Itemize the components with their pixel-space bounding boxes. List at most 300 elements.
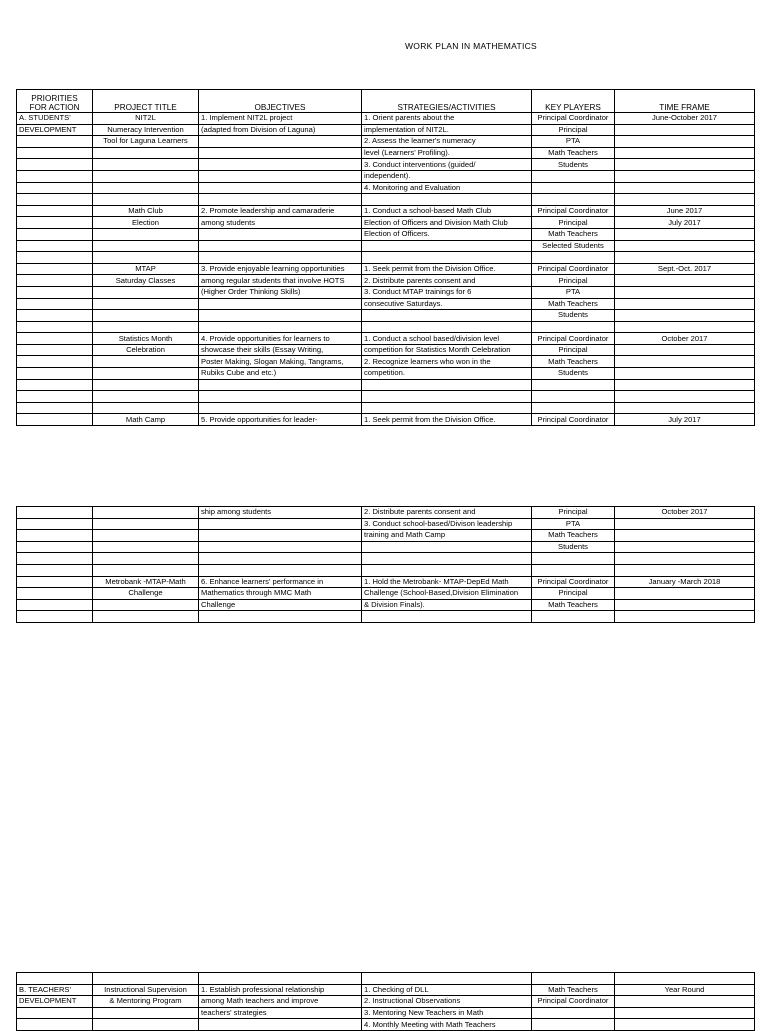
project-title-cell — [93, 286, 199, 298]
key-player-cell: Principal — [532, 344, 615, 356]
key-player-cell — [532, 194, 615, 206]
objective-cell: 3. Provide enjoyable learning opportunities — [199, 263, 362, 275]
objective-cell: among regular students that involve HOTS — [199, 275, 362, 287]
strategy-cell: independent). — [362, 170, 532, 182]
project-title-cell — [93, 402, 199, 414]
project-title-cell — [93, 298, 199, 310]
table-row — [17, 973, 755, 985]
work-plan-table-1 — [16, 89, 755, 426]
priority-cell — [17, 576, 93, 588]
key-player-cell: Principal — [532, 124, 615, 136]
key-player-cell: Principal Coordinator — [532, 205, 615, 217]
key-player-cell: Principal Coordinator — [532, 996, 615, 1008]
key-player-cell: Students — [532, 368, 615, 380]
objective-cell — [199, 194, 362, 206]
strategy-cell: 2. Distribute parents consent and — [362, 507, 532, 519]
table-row — [17, 576, 755, 588]
table-row — [17, 113, 755, 125]
time-frame-cell — [615, 588, 755, 600]
header-priorities — [17, 90, 93, 113]
header-key-players: KEY PLAYERS — [532, 90, 615, 113]
time-frame-cell — [615, 996, 755, 1008]
priority-cell — [17, 391, 93, 403]
strategy-cell — [362, 321, 532, 333]
table-row — [17, 170, 755, 182]
key-player-cell: Math Teachers — [532, 984, 615, 996]
project-title-cell: Celebration — [93, 344, 199, 356]
time-frame-cell — [615, 124, 755, 136]
objective-cell: showcase their skills (Essay Writing, — [199, 344, 362, 356]
table-row — [17, 588, 755, 600]
objective-cell — [199, 379, 362, 391]
strategy-cell: 4. Monthly Meeting with Math Teachers — [362, 1019, 532, 1031]
table-row — [17, 599, 755, 611]
work-plan-table-3 — [16, 972, 755, 1031]
key-player-cell: Principal — [532, 217, 615, 229]
objective-cell — [199, 541, 362, 553]
objective-cell — [199, 240, 362, 252]
strategy-cell: Challenge (School-Based,Division Elimination — [362, 588, 532, 600]
table-row — [17, 530, 755, 542]
key-player-cell: PTA — [532, 136, 615, 148]
strategy-cell: 2. Recognize learners who won in the — [362, 356, 532, 368]
priority-cell — [17, 379, 93, 391]
project-title-cell — [93, 228, 199, 240]
priority-cell — [17, 217, 93, 229]
strategy-cell: 3. Conduct interventions (guided/ — [362, 159, 532, 171]
objective-cell: (adapted from Division of Laguna) — [199, 124, 362, 136]
priority-cell — [17, 973, 93, 985]
table-row — [17, 984, 755, 996]
time-frame-cell — [615, 1007, 755, 1019]
strategy-cell: Election of Officers and Division Math Club — [362, 217, 532, 229]
objective-cell: 1. Implement NIT2L project — [199, 113, 362, 125]
objective-cell: 4. Provide opportunities for learners to — [199, 333, 362, 345]
table-row — [17, 368, 755, 380]
table-row — [17, 333, 755, 345]
project-title-cell — [93, 356, 199, 368]
key-player-cell: Math Teachers — [532, 147, 615, 159]
time-frame-cell — [615, 228, 755, 240]
project-title-cell — [93, 379, 199, 391]
table-row — [17, 136, 755, 148]
priority-cell — [17, 170, 93, 182]
header-project-title: PROJECT TITLE — [93, 90, 199, 113]
table-row — [17, 194, 755, 206]
priority-cell — [17, 564, 93, 576]
project-title-cell — [93, 252, 199, 264]
objective-cell — [199, 564, 362, 576]
key-player-cell: Math Teachers — [532, 530, 615, 542]
time-frame-cell — [615, 194, 755, 206]
project-title-cell — [93, 170, 199, 182]
key-player-cell: Selected Students — [532, 240, 615, 252]
time-frame-cell — [615, 368, 755, 380]
time-frame-cell — [615, 170, 755, 182]
time-frame-cell — [615, 518, 755, 530]
priority-cell — [17, 1007, 93, 1019]
priority-cell — [17, 356, 93, 368]
objective-cell: 2. Promote leadership and camaraderie — [199, 205, 362, 217]
project-title-cell: Numeracy Intervention — [93, 124, 199, 136]
project-title-cell — [93, 599, 199, 611]
header-priorities-line2: FOR ACTION — [29, 103, 80, 112]
time-frame-cell: June 2017 — [615, 205, 755, 217]
header-strategies: STRATEGIES/ACTIVITIES — [362, 90, 532, 113]
table-row — [17, 217, 755, 229]
strategy-cell — [362, 553, 532, 565]
key-player-cell — [532, 170, 615, 182]
priority-cell — [17, 252, 93, 264]
objective-cell: Rubiks Cube and etc.) — [199, 368, 362, 380]
time-frame-cell — [615, 973, 755, 985]
table-row — [17, 507, 755, 519]
time-frame-cell — [615, 182, 755, 194]
table-row — [17, 240, 755, 252]
time-frame-cell — [615, 611, 755, 623]
time-frame-cell — [615, 530, 755, 542]
key-player-cell: Principal — [532, 588, 615, 600]
objective-cell — [199, 182, 362, 194]
strategy-cell — [362, 564, 532, 576]
key-player-cell — [532, 391, 615, 403]
key-player-cell: Students — [532, 541, 615, 553]
time-frame-cell — [615, 564, 755, 576]
time-frame-cell — [615, 344, 755, 356]
time-frame-cell — [615, 252, 755, 264]
key-player-cell: Principal — [532, 275, 615, 287]
project-title-cell: Election — [93, 217, 199, 229]
time-frame-cell — [615, 599, 755, 611]
objective-cell: among students — [199, 217, 362, 229]
time-frame-cell — [615, 159, 755, 171]
priority-cell — [17, 530, 93, 542]
objective-cell — [199, 1019, 362, 1031]
strategy-cell: 1. Seek permit from the Division Office. — [362, 414, 532, 426]
key-player-cell: Principal Coordinator — [532, 113, 615, 125]
strategy-cell: competition for Statistics Month Celebration — [362, 344, 532, 356]
priority-cell: B. TEACHERS' — [17, 984, 93, 996]
objective-cell: 6. Enhance learners' performance in — [199, 576, 362, 588]
objective-cell: Mathematics through MMC Math — [199, 588, 362, 600]
strategy-cell: consecutive Saturdays. — [362, 298, 532, 310]
project-title-cell — [93, 368, 199, 380]
table-row — [17, 275, 755, 287]
key-player-cell — [532, 252, 615, 264]
key-player-cell — [532, 1019, 615, 1031]
priority-cell — [17, 553, 93, 565]
priority-cell — [17, 194, 93, 206]
objective-cell: Challenge — [199, 599, 362, 611]
project-title-cell — [93, 507, 199, 519]
table-row — [17, 298, 755, 310]
table-row — [17, 379, 755, 391]
strategy-cell: 1. Conduct a school-based Math Club — [362, 205, 532, 217]
table-row — [17, 228, 755, 240]
table-row — [17, 263, 755, 275]
key-player-cell: Students — [532, 159, 615, 171]
priority-cell — [17, 333, 93, 345]
table-row — [17, 252, 755, 264]
priority-cell: DEVELOPMENT — [17, 996, 93, 1008]
table-row — [17, 356, 755, 368]
time-frame-cell: October 2017 — [615, 507, 755, 519]
project-title-cell: Statistics Month — [93, 333, 199, 345]
project-title-cell: & Mentoring Program — [93, 996, 199, 1008]
key-player-cell — [532, 1007, 615, 1019]
project-title-cell — [93, 391, 199, 403]
time-frame-cell — [615, 1019, 755, 1031]
objective-cell — [199, 402, 362, 414]
time-frame-cell — [615, 391, 755, 403]
priority-cell — [17, 275, 93, 287]
strategy-cell: 1. Hold the Metrobank- MTAP-DepEd Math — [362, 576, 532, 588]
strategy-cell — [362, 240, 532, 252]
key-player-cell: PTA — [532, 286, 615, 298]
table-row — [17, 159, 755, 171]
time-frame-cell — [615, 298, 755, 310]
strategy-cell — [362, 194, 532, 206]
key-player-cell: Principal Coordinator — [532, 414, 615, 426]
objective-cell: (Higher Order Thinking Skills) — [199, 286, 362, 298]
strategy-cell: 2. Instructional Observations — [362, 996, 532, 1008]
time-frame-cell: October 2017 — [615, 333, 755, 345]
table-row — [17, 205, 755, 217]
project-title-cell — [93, 518, 199, 530]
table-row — [17, 541, 755, 553]
priority-cell — [17, 286, 93, 298]
key-player-cell — [532, 402, 615, 414]
project-title-cell: Metrobank -MTAP-Math — [93, 576, 199, 588]
project-title-cell: Challenge — [93, 588, 199, 600]
strategy-cell — [362, 379, 532, 391]
table-row — [17, 553, 755, 565]
project-title-cell — [93, 182, 199, 194]
header-row — [17, 90, 755, 113]
objective-cell: Poster Making, Slogan Making, Tangrams, — [199, 356, 362, 368]
key-player-cell: Principal Coordinator — [532, 333, 615, 345]
project-title-cell — [93, 310, 199, 322]
key-player-cell: Math Teachers — [532, 228, 615, 240]
objective-cell — [199, 298, 362, 310]
objective-cell — [199, 159, 362, 171]
priority-cell — [17, 599, 93, 611]
project-title-cell: NIT2L — [93, 113, 199, 125]
strategy-cell — [362, 252, 532, 264]
priority-cell — [17, 402, 93, 414]
project-title-cell — [93, 1007, 199, 1019]
strategy-cell: 3. Conduct MTAP trainings for 6 — [362, 286, 532, 298]
objective-cell — [199, 611, 362, 623]
priority-cell — [17, 228, 93, 240]
table-row — [17, 344, 755, 356]
time-frame-cell — [615, 541, 755, 553]
header-time-frame: TIME FRAME — [615, 90, 755, 113]
project-title-cell — [93, 1019, 199, 1031]
strategy-cell: implementation of NIT2L. — [362, 124, 532, 136]
key-player-cell — [532, 553, 615, 565]
table-row — [17, 321, 755, 333]
strategy-cell: 4. Monitoring and Evaluation — [362, 182, 532, 194]
project-title-cell — [93, 194, 199, 206]
time-frame-cell: January -March 2018 — [615, 576, 755, 588]
time-frame-cell — [615, 286, 755, 298]
time-frame-cell — [615, 310, 755, 322]
strategy-cell — [362, 973, 532, 985]
priority-cell — [17, 240, 93, 252]
strategy-cell: training and Math Camp — [362, 530, 532, 542]
key-player-cell: Students — [532, 310, 615, 322]
key-player-cell: Principal Coordinator — [532, 576, 615, 588]
project-title-cell: Math Camp — [93, 414, 199, 426]
key-player-cell: Principal — [532, 507, 615, 519]
time-frame-cell — [615, 321, 755, 333]
priority-cell — [17, 611, 93, 623]
project-title-cell: Math Club — [93, 205, 199, 217]
key-player-cell: Math Teachers — [532, 599, 615, 611]
priority-cell — [17, 507, 93, 519]
strategy-cell — [362, 541, 532, 553]
priority-cell — [17, 518, 93, 530]
project-title-cell: Tool for Laguna Learners — [93, 136, 199, 148]
strategy-cell — [362, 310, 532, 322]
strategy-cell: 1. Orient parents about the — [362, 113, 532, 125]
project-title-cell — [93, 973, 199, 985]
strategy-cell: 1. Conduct a school based/division level — [362, 333, 532, 345]
objective-cell — [199, 391, 362, 403]
time-frame-cell: July 2017 — [615, 217, 755, 229]
objective-cell — [199, 518, 362, 530]
header-objectives: OBJECTIVES — [199, 90, 362, 113]
project-title-cell — [93, 541, 199, 553]
table-row — [17, 1019, 755, 1031]
strategy-cell — [362, 391, 532, 403]
objective-cell — [199, 530, 362, 542]
strategy-cell: 3. Conduct school-based/Divison leadership — [362, 518, 532, 530]
priority-cell — [17, 344, 93, 356]
objective-cell: teachers' strategies — [199, 1007, 362, 1019]
time-frame-cell — [615, 136, 755, 148]
time-frame-cell: Sept.-Oct. 2017 — [615, 263, 755, 275]
priority-cell — [17, 159, 93, 171]
time-frame-cell — [615, 275, 755, 287]
priority-cell — [17, 414, 93, 426]
objective-cell — [199, 553, 362, 565]
objective-cell — [199, 973, 362, 985]
key-player-cell: Principal Coordinator — [532, 263, 615, 275]
table-row — [17, 310, 755, 322]
project-title-cell: MTAP — [93, 263, 199, 275]
time-frame-cell — [615, 402, 755, 414]
priority-cell — [17, 147, 93, 159]
priority-cell — [17, 321, 93, 333]
objective-cell: 5. Provide opportunities for leader- — [199, 414, 362, 426]
project-title-cell — [93, 611, 199, 623]
priority-cell — [17, 263, 93, 275]
key-player-cell: Math Teachers — [532, 356, 615, 368]
project-title-cell — [93, 321, 199, 333]
objective-cell — [199, 228, 362, 240]
project-title-cell — [93, 147, 199, 159]
table-row — [17, 414, 755, 426]
table-row — [17, 402, 755, 414]
table-row — [17, 147, 755, 159]
priority-cell: A. STUDENTS' — [17, 113, 93, 125]
key-player-cell — [532, 611, 615, 623]
strategy-cell: 2. Distribute parents consent and — [362, 275, 532, 287]
priority-cell — [17, 368, 93, 380]
objective-cell: ship among students — [199, 507, 362, 519]
strategy-cell — [362, 611, 532, 623]
strategy-cell: level (Learners' Profiling). — [362, 147, 532, 159]
priority-cell — [17, 541, 93, 553]
project-title-cell — [93, 530, 199, 542]
key-player-cell — [532, 182, 615, 194]
project-title-cell — [93, 240, 199, 252]
objective-cell — [199, 170, 362, 182]
priority-cell — [17, 205, 93, 217]
table-row — [17, 1007, 755, 1019]
strategy-cell: & Division Finals). — [362, 599, 532, 611]
strategy-cell: competition. — [362, 368, 532, 380]
priority-cell — [17, 588, 93, 600]
priority-cell — [17, 182, 93, 194]
key-player-cell — [532, 321, 615, 333]
table-row — [17, 286, 755, 298]
time-frame-cell — [615, 147, 755, 159]
time-frame-cell: June-October 2017 — [615, 113, 755, 125]
strategy-cell: 3. Mentoring New Teachers in Math — [362, 1007, 532, 1019]
priority-cell — [17, 1019, 93, 1031]
objective-cell — [199, 147, 362, 159]
time-frame-cell — [615, 356, 755, 368]
key-player-cell: Math Teachers — [532, 298, 615, 310]
time-frame-cell — [615, 379, 755, 391]
priority-cell — [17, 136, 93, 148]
table-row — [17, 611, 755, 623]
strategy-cell: 1. Checking of DLL — [362, 984, 532, 996]
strategy-cell: 1. Seek permit from the Division Office. — [362, 263, 532, 275]
priority-cell — [17, 298, 93, 310]
table-row — [17, 996, 755, 1008]
table-row — [17, 391, 755, 403]
objective-cell — [199, 136, 362, 148]
key-player-cell — [532, 564, 615, 576]
time-frame-cell — [615, 240, 755, 252]
key-player-cell — [532, 973, 615, 985]
strategy-cell: Election of Officers. — [362, 228, 532, 240]
objective-cell — [199, 321, 362, 333]
project-title-cell — [93, 159, 199, 171]
table-row — [17, 182, 755, 194]
objective-cell — [199, 252, 362, 264]
strategy-cell — [362, 402, 532, 414]
objective-cell — [199, 310, 362, 322]
key-player-cell — [532, 379, 615, 391]
strategy-cell: 2. Assess the learner's numeracy — [362, 136, 532, 148]
table-row — [17, 518, 755, 530]
page-title: WORK PLAN IN MATHEMATICS — [404, 41, 538, 51]
project-title-cell: Instructional Supervision — [93, 984, 199, 996]
objective-cell: among Math teachers and improve — [199, 996, 362, 1008]
work-plan-table-2 — [16, 506, 755, 623]
time-frame-cell: July 2017 — [615, 414, 755, 426]
priority-cell: DEVELOPMENT — [17, 124, 93, 136]
header-priorities-line1: PRIORITIES — [31, 94, 78, 103]
objective-cell: 1. Establish professional relationship — [199, 984, 362, 996]
table-row — [17, 564, 755, 576]
table-row — [17, 124, 755, 136]
